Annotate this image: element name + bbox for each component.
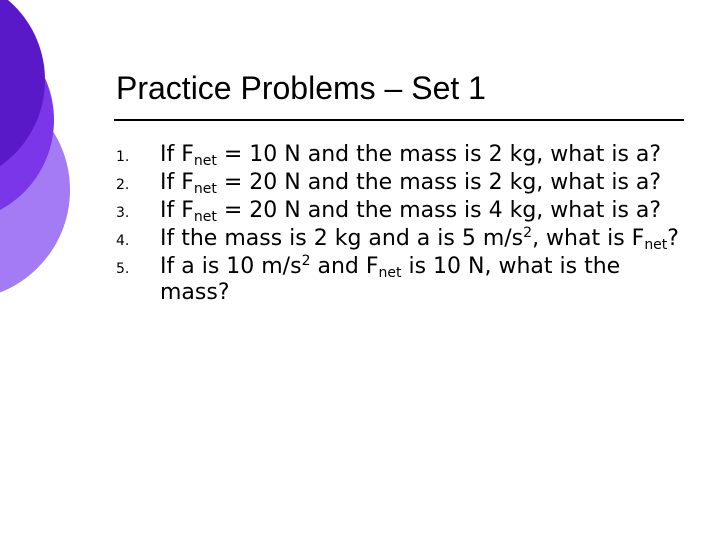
subscript-net: net [193, 181, 217, 197]
problem-text-part: If F [160, 142, 194, 167]
problem-text-part: and F [310, 254, 379, 279]
subscript-net: net [193, 209, 217, 225]
problem-item-4 [116, 226, 696, 254]
problem-text [160, 254, 696, 306]
problem-text-part: If a is 10 m/s [160, 254, 302, 279]
problem-text-part: = 10 N and the mass is 2 kg, what is a? [216, 142, 662, 167]
problem-text-part: If F [160, 170, 194, 195]
problem-number: 1. [116, 149, 130, 165]
problem-item-3 [116, 198, 696, 226]
problem-number: 3. [116, 205, 130, 221]
problem-text [160, 198, 696, 226]
superscript-2: 2 [301, 253, 311, 269]
problem-text-part: = 20 N and the mass is 2 kg, what is a? [216, 170, 662, 195]
problem-text-part: If F [160, 198, 194, 223]
problem-item-5 [116, 254, 696, 306]
problem-text [160, 170, 696, 198]
problem-number: 4. [116, 233, 130, 249]
problem-number: 2. [116, 177, 130, 193]
problem-list [116, 142, 696, 306]
problem-text-part: ? [667, 226, 679, 251]
problem-text-part: = 20 N and the mass is 4 kg, what is a? [216, 198, 662, 223]
superscript-2: 2 [523, 225, 533, 241]
subscript-net: net [644, 237, 668, 253]
problem-text-part: , what is F [532, 226, 645, 251]
decorative-circles [0, 0, 120, 300]
problem-item-2 [116, 170, 696, 198]
subscript-net: net [378, 265, 402, 281]
problem-text-part: is 10 N, what is the mass? [160, 254, 621, 305]
problem-text-part: If the mass is 2 kg and a is 5 m/s [160, 226, 524, 251]
slide-title: Practice Problems – Set 1 [116, 70, 486, 106]
problem-number: 5. [116, 261, 130, 277]
problem-text [160, 142, 696, 170]
title-underline [114, 119, 684, 121]
problem-text [160, 226, 696, 254]
problem-item-1 [116, 142, 696, 170]
subscript-net: net [193, 153, 217, 169]
